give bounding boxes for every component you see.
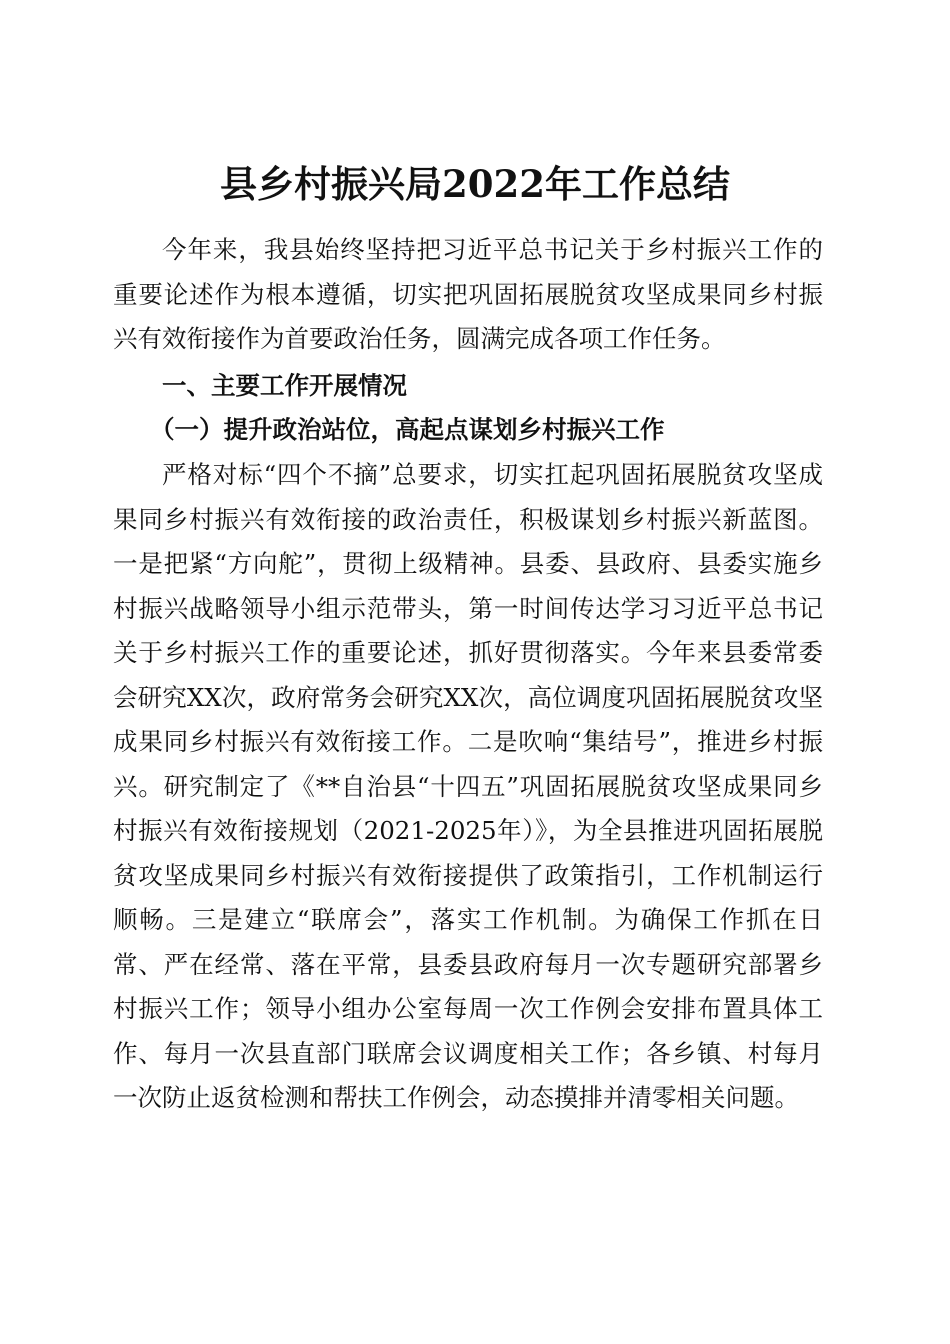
document-title: 县乡村振兴局2022年工作总结 bbox=[220, 161, 730, 206]
section-heading-main-work: 一、主要工作开展情况 bbox=[162, 371, 407, 400]
body-paragraph: 严格对标“四个不摘”总要求，切实扛起巩固拓展脱贫攻坚成果同乡村振兴有效衔接的政治责任，积极谋划乡村振兴新蓝图。一是把紧“方向舵”，贯彻上级精神。县委、县政府、县委实施乡村振兴战略领导小组示范带头，第一时间传达学习习近平总书记关于乡村振兴工作的重要论述，抓好贯彻落实。今年来县委常委会研究XX次，政府常务会研究XX次，高位调度巩固拓展脱贫攻坚成果同乡村振兴有效衔接工作。二是吹响“集结号”，推进乡村振兴。研究制定了《**自治县“十四五”巩固拓展脱贫攻坚成果同乡村振兴有效衔接规划（2021-2025年）》，为全县推进巩固拓展脱贫攻坚成果同乡村振兴有效衔接提供了政策指引，工作机制运行顺畅。三是建立“联席会”，落实工作机制。为确保工作抓在日常、严在经常、落在平常，县委县政府每月一次专题研究部署乡村振兴工作；领导小组办公室每周一次工作例会安排布置具体工作、每月一次县直部门联席会议调度相关工作；各乡镇、村每月一次防止返贫检测和帮扶工作例会，动态摸排并清零相关问题。 bbox=[113, 460, 823, 1112]
intro-paragraph: 今年来，我县始终坚持把习近平总书记关于乡村振兴工作的重要论述作为根本遵循，切实把巩固拓展脱贫攻坚成果同乡村振兴有效衔接作为首要政治任务，圆满完成各项工作任务。 bbox=[113, 235, 823, 353]
subsection-heading-political-stance: （一）提升政治站位，高起点谋划乡村振兴工作 bbox=[150, 415, 665, 444]
